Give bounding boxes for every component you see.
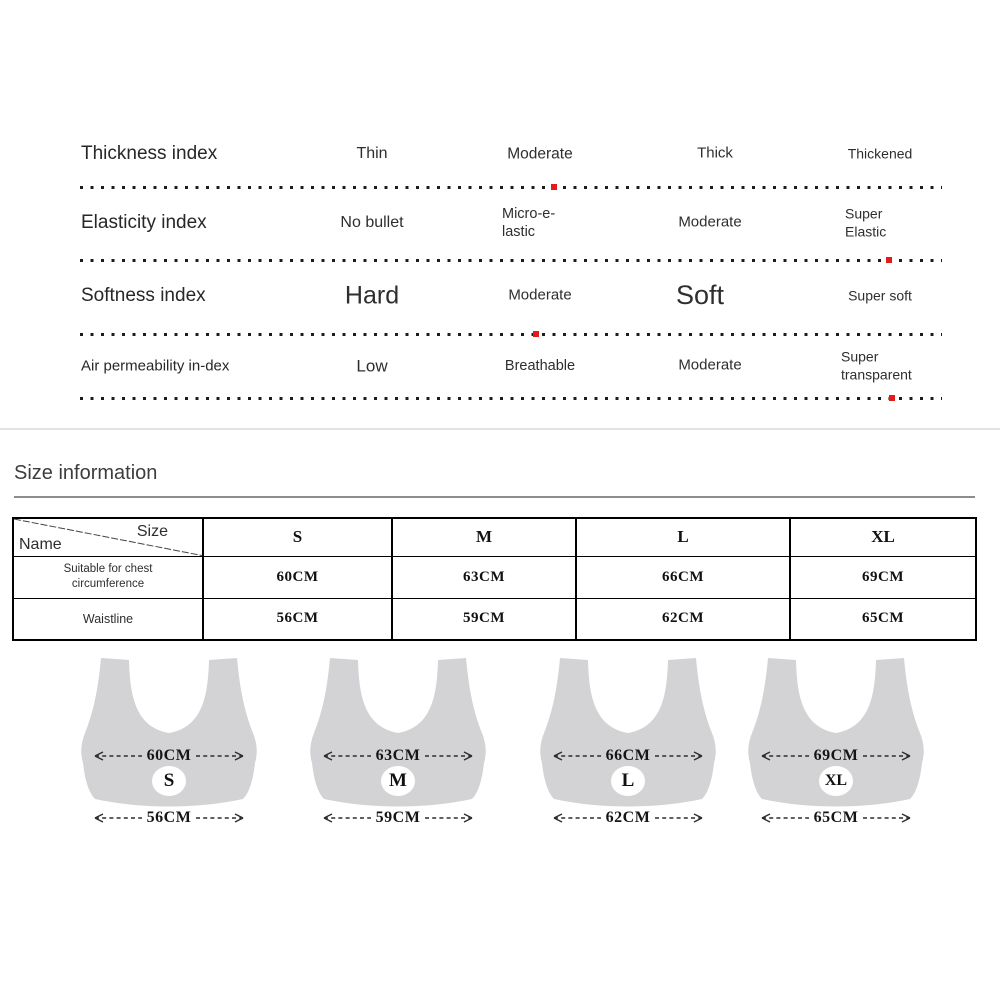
- index-value: Thickened: [847, 145, 913, 162]
- chest-measurement: 69CM: [813, 747, 859, 764]
- left-arrowhead-icon: [759, 750, 809, 762]
- table-row-label: Suitable for chest circumference: [13, 556, 203, 598]
- waist-measure-arrow: [540, 811, 716, 825]
- table-row-label: Waistline: [13, 598, 203, 640]
- index-row-label: Thickness index: [81, 143, 218, 164]
- index-value: Micro-e-lastic: [502, 205, 556, 240]
- red-marker-dot: [886, 257, 892, 263]
- index-row-elasticity: [0, 196, 1000, 250]
- chest-measurement: 66CM: [605, 747, 651, 764]
- right-arrowhead-icon: [863, 812, 913, 824]
- size-badge: L: [611, 766, 645, 796]
- size-badge: XL: [819, 766, 853, 796]
- index-row-air-permeability: [0, 340, 1000, 392]
- size-table-corner-cell: [13, 518, 203, 556]
- index-value: Moderate: [507, 145, 573, 163]
- waist-measurement: 62CM: [605, 809, 651, 826]
- right-arrowhead-icon: [425, 750, 475, 762]
- index-value: No bullet: [340, 214, 404, 231]
- size-section-title: Size information: [14, 462, 158, 484]
- chest-measure-arrow: [81, 749, 257, 763]
- index-value: Moderate: [678, 213, 742, 231]
- right-arrowhead-icon: [655, 812, 705, 824]
- chest-value-m: 63CM: [392, 556, 576, 598]
- dotted-divider: [80, 397, 942, 400]
- index-value: Super Elastic: [845, 205, 887, 239]
- right-arrowhead-icon: [196, 750, 246, 762]
- column-header-m: M: [392, 518, 576, 556]
- chest-measurement: 60CM: [146, 747, 192, 764]
- waist-value-s: 56CM: [203, 598, 392, 640]
- waist-value-xl: 65CM: [790, 598, 976, 640]
- dotted-divider: [80, 186, 942, 189]
- column-header-s: S: [203, 518, 392, 556]
- column-header-xl: XL: [790, 518, 976, 556]
- index-value: Hard: [344, 281, 400, 310]
- size-badge: M: [381, 766, 415, 796]
- index-value: Breathable: [504, 357, 576, 374]
- dotted-divider: [80, 333, 942, 336]
- left-arrowhead-icon: [759, 812, 809, 824]
- left-arrowhead-icon: [92, 750, 142, 762]
- red-marker-dot: [889, 395, 895, 401]
- chest-measurement: 63CM: [375, 747, 421, 764]
- chest-measure-arrow: [310, 749, 486, 763]
- bra-figure-l: [540, 650, 716, 850]
- size-table: [12, 517, 977, 641]
- title-underline: [14, 496, 975, 498]
- bra-figure-s: [81, 650, 257, 850]
- right-arrowhead-icon: [863, 750, 913, 762]
- right-arrowhead-icon: [196, 812, 246, 824]
- index-value: Moderate: [508, 286, 572, 304]
- column-header-l: L: [576, 518, 790, 556]
- index-row-label: Elasticity index: [81, 212, 207, 233]
- index-value: Soft: [675, 280, 725, 311]
- index-value: Moderate: [678, 356, 742, 374]
- corner-size-label: Size: [136, 523, 168, 540]
- waist-value-l: 62CM: [576, 598, 790, 640]
- index-value: Low: [356, 356, 388, 376]
- left-arrowhead-icon: [551, 812, 601, 824]
- index-row-softness: [0, 270, 1000, 322]
- index-value: Thin: [356, 145, 388, 162]
- red-marker-dot: [551, 184, 557, 190]
- index-row-label: Softness index: [81, 285, 206, 306]
- waist-measure-arrow: [81, 811, 257, 825]
- bra-figure-m: [310, 650, 486, 850]
- waist-measure-arrow: [748, 811, 924, 825]
- left-arrowhead-icon: [321, 750, 371, 762]
- chest-value-xl: 69CM: [790, 556, 976, 598]
- index-value: Super soft: [848, 287, 912, 304]
- index-row-thickness: [0, 130, 1000, 178]
- waist-measurement: 65CM: [813, 809, 859, 826]
- red-marker-dot: [533, 331, 539, 337]
- section-divider: [0, 428, 1000, 430]
- left-arrowhead-icon: [551, 750, 601, 762]
- dotted-divider: [80, 259, 942, 262]
- right-arrowhead-icon: [425, 812, 475, 824]
- corner-name-label: Name: [19, 535, 62, 553]
- size-badge: S: [152, 766, 186, 796]
- waist-measurement: 59CM: [375, 809, 421, 826]
- waist-value-m: 59CM: [392, 598, 576, 640]
- left-arrowhead-icon: [321, 812, 371, 824]
- waist-measure-arrow: [310, 811, 486, 825]
- index-value: Thick: [697, 144, 733, 162]
- right-arrowhead-icon: [655, 750, 705, 762]
- chest-measure-arrow: [748, 749, 924, 763]
- bra-figure-xl: [748, 650, 924, 850]
- waist-measurement: 56CM: [146, 809, 192, 826]
- chest-value-l: 66CM: [576, 556, 790, 598]
- left-arrowhead-icon: [92, 812, 142, 824]
- index-row-label: Air permeability in-dex: [81, 357, 230, 375]
- chest-value-s: 60CM: [203, 556, 392, 598]
- chest-measure-arrow: [540, 749, 716, 763]
- index-value: Super transparent: [841, 348, 912, 382]
